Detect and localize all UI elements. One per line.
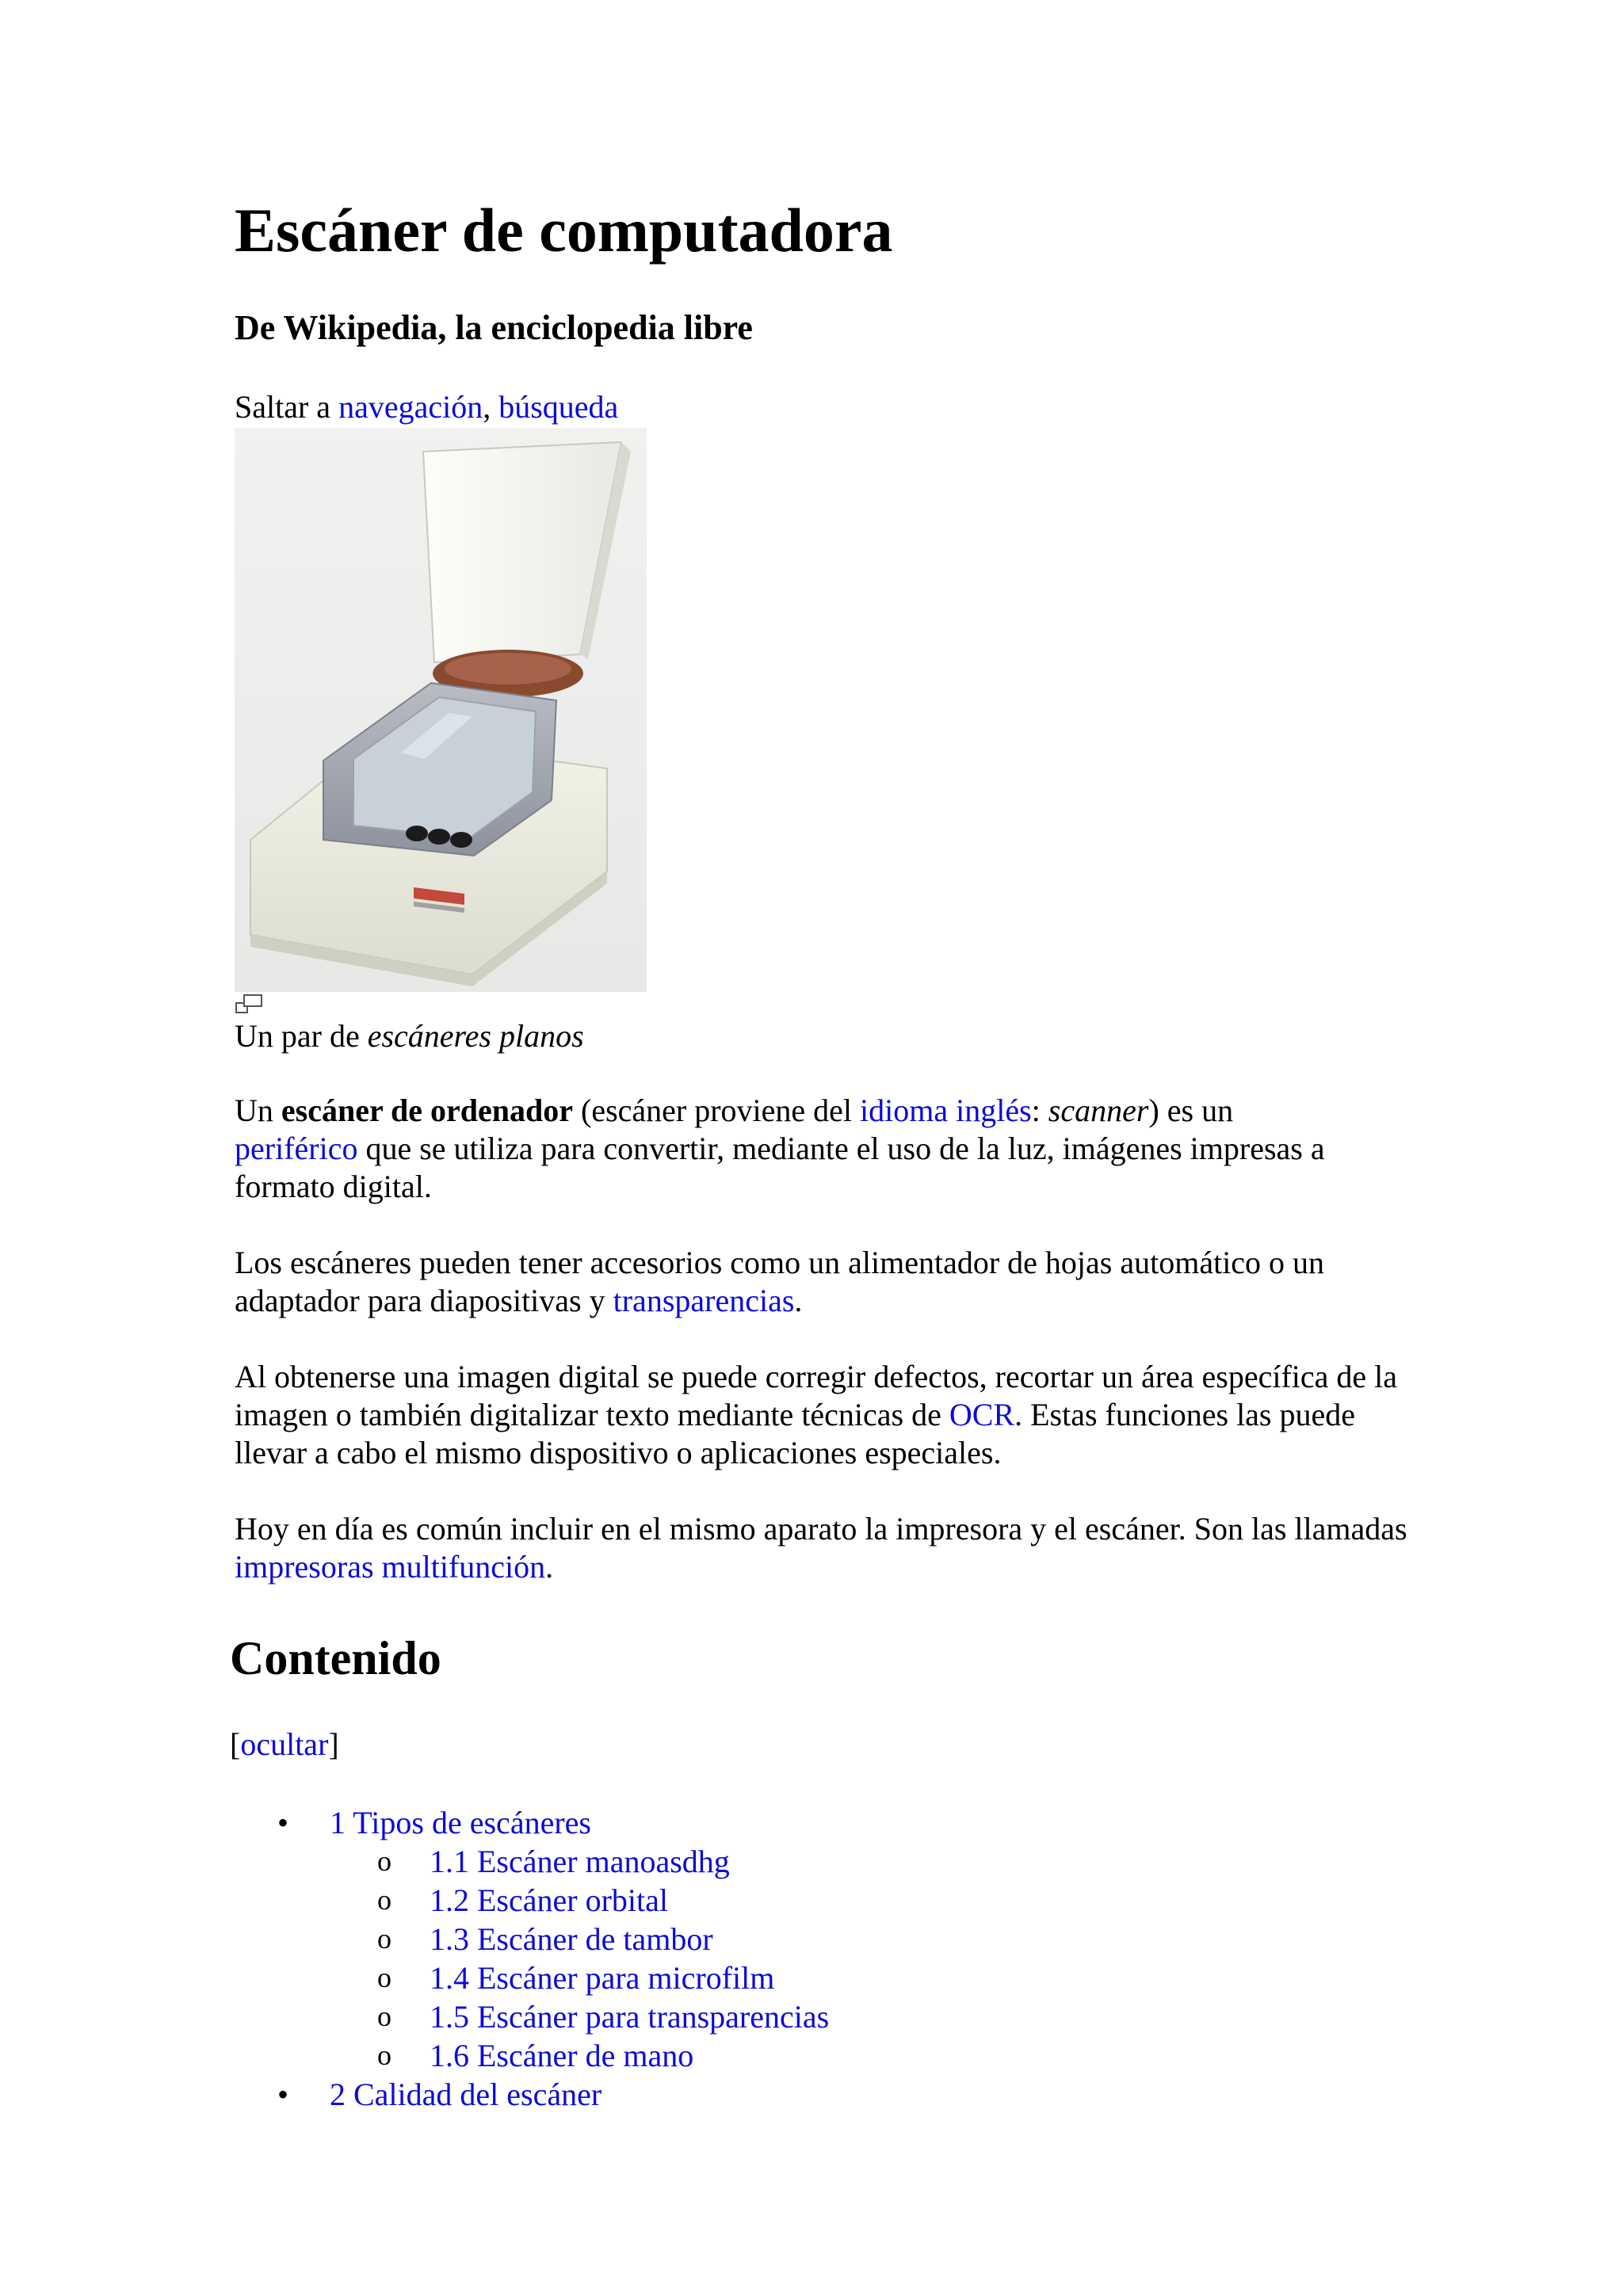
table-of-contents xyxy=(235,1803,829,2114)
toc-heading: Contenido xyxy=(230,1632,441,1684)
caption-prefix: Un par de xyxy=(235,1018,368,1054)
caption-emphasis: escáneres planos xyxy=(367,1018,584,1054)
scanner-image[interactable] xyxy=(235,428,647,992)
text-run: . xyxy=(545,1549,554,1585)
toc-subitem xyxy=(235,1920,829,1958)
text-run: Hoy en día es común incluir en el mismo aparato la impresora y el escáner. Son las llamadas xyxy=(235,1511,1407,1547)
jump-navigation-link[interactable]: navegación xyxy=(338,389,483,425)
bracket-open: [ xyxy=(230,1726,241,1762)
text-run: que se utiliza para convertir, mediante el uso de la luz, imágenes impresas a formato digital. xyxy=(235,1131,1325,1204)
flatbed-scanner-illustration xyxy=(235,428,647,992)
text-run: ) es un xyxy=(1148,1093,1234,1128)
link-impresoras-multifuncion[interactable]: impresoras multifunción xyxy=(235,1549,546,1585)
toc-toggle xyxy=(230,1726,339,1764)
toc-subitem xyxy=(235,2036,829,2075)
toc-link-calidad[interactable]: 2 Calidad del escáner xyxy=(330,2077,602,2112)
link-transparencias[interactable]: transparencias xyxy=(613,1283,795,1318)
image-caption xyxy=(235,1017,584,1055)
paragraph-intro xyxy=(235,1092,1407,1206)
text-run: . Estas funciones las puede llevar a cabo el mismo dispositivo o aplicaciones especiales. xyxy=(235,1397,1356,1470)
toc-hide-link[interactable]: ocultar xyxy=(240,1726,329,1762)
paragraph-multifunction xyxy=(235,1510,1407,1586)
toc-subitem xyxy=(235,1997,829,2036)
toc-link-1-1[interactable]: 1.1 Escáner manoasdhg xyxy=(430,1844,730,1879)
text-run: Al obtenerse una imagen digital se puede corregir defectos, recortar un área específica de la imagen o también digitalizar texto mediante técnicas de xyxy=(235,1359,1398,1432)
text-run: : xyxy=(1031,1093,1048,1128)
link-periferico[interactable]: periférico xyxy=(235,1131,358,1166)
text-run: Un xyxy=(235,1093,281,1128)
toc-subitem xyxy=(235,1842,829,1881)
page-title: Escáner de computadora xyxy=(235,196,893,265)
toc-sublist xyxy=(235,1842,829,2075)
bold-term: escáner de ordenador xyxy=(281,1093,573,1128)
jump-prefix: Saltar a xyxy=(235,389,339,425)
text-run: Los escáneres pueden tener accesorios como un alimentador de hojas automático o un adaptador para diapositivas y xyxy=(235,1245,1325,1318)
link-ocr[interactable]: OCR xyxy=(949,1397,1015,1432)
toc-subitem xyxy=(235,1958,829,1997)
toc-link-1-3[interactable]: 1.3 Escáner de tambor xyxy=(430,1921,713,1957)
site-subtitle: De Wikipedia, la enciclopedia libre xyxy=(235,308,753,347)
toc-link-1-2[interactable]: 1.2 Escáner orbital xyxy=(430,1882,668,1918)
jump-links xyxy=(235,388,618,426)
jump-separator: , xyxy=(483,389,499,425)
toc-item xyxy=(235,2075,829,2114)
bracket-close: ] xyxy=(328,1726,339,1762)
text-run: . xyxy=(794,1283,803,1318)
text-run: (escáner proviene del xyxy=(573,1093,861,1128)
jump-search-link[interactable]: búsqueda xyxy=(498,389,619,425)
italic-term: scanner xyxy=(1048,1093,1149,1128)
magnify-clip-icon[interactable] xyxy=(235,994,263,1016)
toc-link-1-4[interactable]: 1.4 Escáner para microfilm xyxy=(430,1960,775,1996)
toc-link-1-6[interactable]: 1.6 Escáner de mano xyxy=(430,2038,694,2073)
toc-subitem xyxy=(235,1881,829,1920)
paragraph-accessories xyxy=(235,1244,1407,1320)
toc-item xyxy=(235,1803,829,2075)
toc-link-tipos[interactable]: 1 Tipos de escáneres xyxy=(330,1805,591,1840)
link-idioma-ingles[interactable]: idioma inglés xyxy=(860,1093,1032,1128)
toc-link-1-5[interactable]: 1.5 Escáner para transparencias xyxy=(430,1999,830,2035)
paragraph-digital-image xyxy=(235,1358,1407,1472)
